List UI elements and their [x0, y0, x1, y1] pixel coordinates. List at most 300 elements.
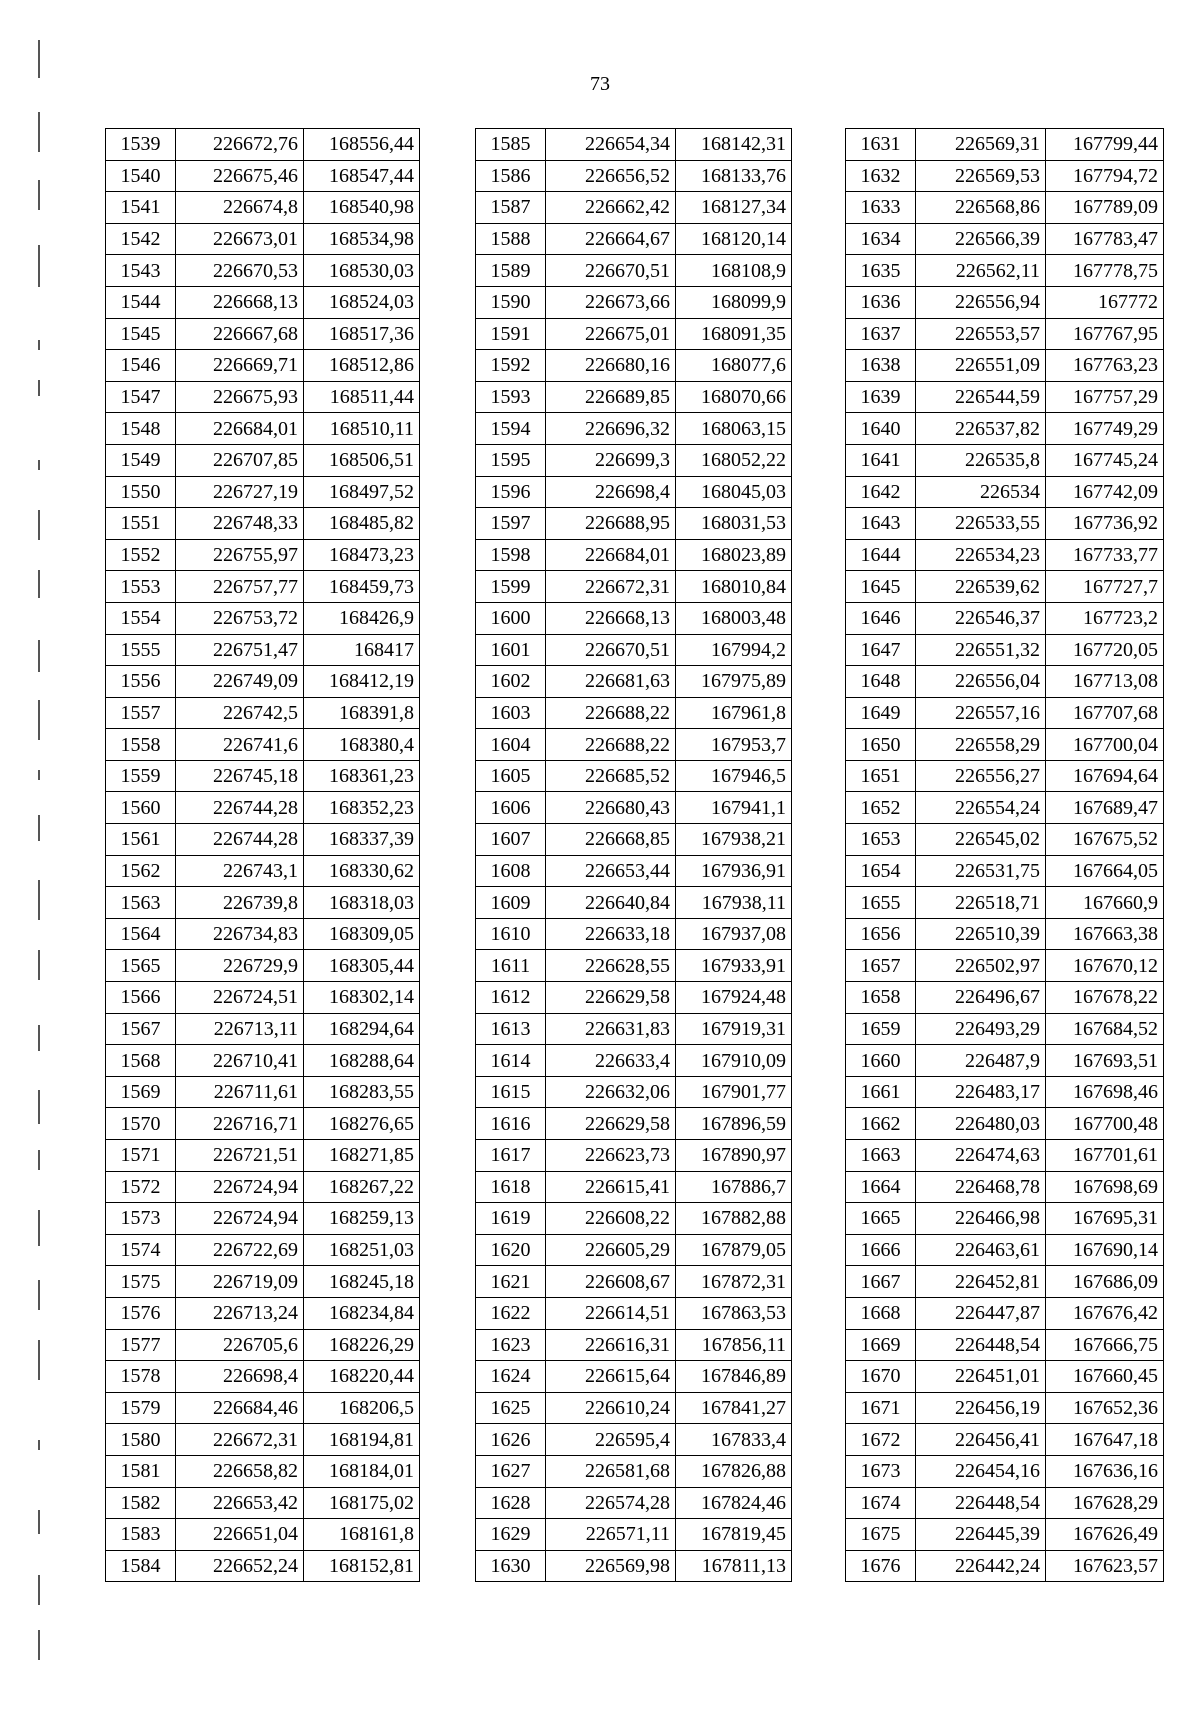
point-number-cell: 1676: [846, 1550, 916, 1582]
x-coordinate-cell: 226675,93: [176, 381, 304, 413]
table-row: [106, 1455, 420, 1487]
table-row: [846, 1045, 1164, 1077]
table-row: [106, 950, 420, 982]
x-coordinate-cell: 226616,31: [546, 1329, 676, 1361]
y-coordinate-cell: 167933,91: [676, 950, 792, 982]
table-row: [846, 1487, 1164, 1519]
y-coordinate-cell: 167736,92: [1046, 508, 1164, 540]
table-row: [476, 697, 792, 729]
x-coordinate-cell: 226751,47: [176, 634, 304, 666]
x-coordinate-cell: 226595,4: [546, 1424, 676, 1456]
y-coordinate-cell: 168003,48: [676, 602, 792, 634]
y-coordinate-cell: 168361,23: [304, 760, 420, 792]
point-number-cell: 1544: [106, 286, 176, 318]
table-row: [846, 729, 1164, 761]
y-coordinate-cell: 167833,4: [676, 1424, 792, 1456]
x-coordinate-cell: 226727,19: [176, 476, 304, 508]
point-number-cell: 1620: [476, 1234, 546, 1266]
point-number-cell: 1573: [106, 1203, 176, 1235]
table-row: [846, 1013, 1164, 1045]
table-row: [846, 350, 1164, 382]
point-number-cell: 1585: [476, 129, 546, 161]
point-number-cell: 1650: [846, 729, 916, 761]
table-row: [106, 476, 420, 508]
table-row: [476, 1519, 792, 1551]
x-coordinate-cell: 226656,52: [546, 160, 676, 192]
point-number-cell: 1580: [106, 1424, 176, 1456]
y-coordinate-cell: 168226,29: [304, 1329, 420, 1361]
point-number-cell: 1590: [476, 286, 546, 318]
y-coordinate-cell: 168283,55: [304, 1076, 420, 1108]
y-coordinate-cell: 167723,2: [1046, 602, 1164, 634]
point-number-cell: 1645: [846, 571, 916, 603]
table-row: [476, 602, 792, 634]
y-coordinate-cell: 168251,03: [304, 1234, 420, 1266]
x-coordinate-cell: 226615,64: [546, 1361, 676, 1393]
point-number-cell: 1630: [476, 1550, 546, 1582]
table-row: [106, 666, 420, 698]
x-coordinate-cell: 226670,51: [546, 255, 676, 287]
table-row: [106, 1108, 420, 1140]
y-coordinate-cell: 168330,62: [304, 855, 420, 887]
page-number: 73: [590, 73, 610, 95]
x-coordinate-cell: 226605,29: [546, 1234, 676, 1266]
table-row: [846, 476, 1164, 508]
y-coordinate-cell: 168318,03: [304, 887, 420, 919]
table-row: [476, 982, 792, 1014]
y-coordinate-cell: 167678,22: [1046, 982, 1164, 1014]
y-coordinate-cell: 168267,22: [304, 1171, 420, 1203]
table-row: [846, 413, 1164, 445]
y-coordinate-cell: 167666,75: [1046, 1329, 1164, 1361]
y-coordinate-cell: 167937,08: [676, 918, 792, 950]
point-number-cell: 1545: [106, 318, 176, 350]
y-coordinate-cell: 168294,64: [304, 1013, 420, 1045]
point-number-cell: 1615: [476, 1076, 546, 1108]
point-number-cell: 1671: [846, 1392, 916, 1424]
x-coordinate-cell: 226631,83: [546, 1013, 676, 1045]
table-row: [846, 1203, 1164, 1235]
x-coordinate-cell: 226688,22: [546, 697, 676, 729]
x-coordinate-cell: 226734,83: [176, 918, 304, 950]
y-coordinate-cell: 167698,46: [1046, 1076, 1164, 1108]
point-number-cell: 1663: [846, 1140, 916, 1172]
x-coordinate-cell: 226707,85: [176, 444, 304, 476]
point-number-cell: 1603: [476, 697, 546, 729]
x-coordinate-cell: 226739,8: [176, 887, 304, 919]
y-coordinate-cell: 167695,31: [1046, 1203, 1164, 1235]
table-row: [106, 508, 420, 540]
point-number-cell: 1672: [846, 1424, 916, 1456]
point-number-cell: 1652: [846, 792, 916, 824]
x-coordinate-cell: 226534,23: [916, 539, 1046, 571]
table-row: [106, 160, 420, 192]
table-row: [106, 413, 420, 445]
point-number-cell: 1609: [476, 887, 546, 919]
x-coordinate-cell: 226556,04: [916, 666, 1046, 698]
x-coordinate-cell: 226743,1: [176, 855, 304, 887]
table-row: [476, 729, 792, 761]
point-number-cell: 1553: [106, 571, 176, 603]
x-coordinate-cell: 226668,13: [176, 286, 304, 318]
x-coordinate-cell: 226468,78: [916, 1171, 1046, 1203]
x-coordinate-cell: 226710,41: [176, 1045, 304, 1077]
table-row: [846, 1171, 1164, 1203]
y-coordinate-cell: 168161,8: [304, 1519, 420, 1551]
point-number-cell: 1605: [476, 760, 546, 792]
x-coordinate-cell: 226554,24: [916, 792, 1046, 824]
point-number-cell: 1625: [476, 1392, 546, 1424]
table-row: [846, 1519, 1164, 1551]
y-coordinate-cell: 168511,44: [304, 381, 420, 413]
x-coordinate-cell: 226749,09: [176, 666, 304, 698]
point-number-cell: 1622: [476, 1297, 546, 1329]
point-number-cell: 1613: [476, 1013, 546, 1045]
y-coordinate-cell: 167890,97: [676, 1140, 792, 1172]
y-coordinate-cell: 168234,84: [304, 1297, 420, 1329]
x-coordinate-cell: 226742,5: [176, 697, 304, 729]
table-row: [476, 1392, 792, 1424]
table-row: [476, 350, 792, 382]
table-row: [846, 1550, 1164, 1582]
y-coordinate-cell: 167946,5: [676, 760, 792, 792]
table-row: [476, 1140, 792, 1172]
point-number-cell: 1632: [846, 160, 916, 192]
y-coordinate-cell: 168517,36: [304, 318, 420, 350]
table-row: [476, 1329, 792, 1361]
x-coordinate-cell: 226537,82: [916, 413, 1046, 445]
x-coordinate-cell: 226653,44: [546, 855, 676, 887]
table-row: [106, 1171, 420, 1203]
point-number-cell: 1611: [476, 950, 546, 982]
y-coordinate-cell: 168194,81: [304, 1424, 420, 1456]
table-row: [846, 1108, 1164, 1140]
table-row: [106, 1203, 420, 1235]
y-coordinate-cell: 168302,14: [304, 982, 420, 1014]
point-number-cell: 1540: [106, 160, 176, 192]
point-number-cell: 1667: [846, 1266, 916, 1298]
y-coordinate-cell: 167700,48: [1046, 1108, 1164, 1140]
point-number-cell: 1582: [106, 1487, 176, 1519]
point-number-cell: 1668: [846, 1297, 916, 1329]
table-row: [476, 381, 792, 413]
point-number-cell: 1600: [476, 602, 546, 634]
y-coordinate-cell: 168459,73: [304, 571, 420, 603]
table-row: [476, 855, 792, 887]
point-number-cell: 1674: [846, 1487, 916, 1519]
x-coordinate-cell: 226510,39: [916, 918, 1046, 950]
y-coordinate-cell: 167628,29: [1046, 1487, 1164, 1519]
point-number-cell: 1555: [106, 634, 176, 666]
x-coordinate-cell: 226629,58: [546, 1108, 676, 1140]
y-coordinate-cell: 167819,45: [676, 1519, 792, 1551]
x-coordinate-cell: 226670,51: [546, 634, 676, 666]
y-coordinate-cell: 167938,11: [676, 887, 792, 919]
y-coordinate-cell: 168547,44: [304, 160, 420, 192]
x-coordinate-cell: 226669,71: [176, 350, 304, 382]
y-coordinate-cell: 167733,77: [1046, 539, 1164, 571]
x-coordinate-cell: 226741,6: [176, 729, 304, 761]
point-number-cell: 1641: [846, 444, 916, 476]
table-row: [106, 887, 420, 919]
table-row: [106, 1361, 420, 1393]
point-number-cell: 1662: [846, 1108, 916, 1140]
table-row: [846, 160, 1164, 192]
point-number-cell: 1655: [846, 887, 916, 919]
x-coordinate-cell: 226518,71: [916, 887, 1046, 919]
table-row: [476, 444, 792, 476]
x-coordinate-cell: 226672,31: [546, 571, 676, 603]
point-number-cell: 1602: [476, 666, 546, 698]
point-number-cell: 1636: [846, 286, 916, 318]
point-number-cell: 1639: [846, 381, 916, 413]
x-coordinate-cell: 226699,3: [546, 444, 676, 476]
y-coordinate-cell: 168534,98: [304, 223, 420, 255]
point-number-cell: 1619: [476, 1203, 546, 1235]
y-coordinate-cell: 168070,66: [676, 381, 792, 413]
y-coordinate-cell: 167778,75: [1046, 255, 1164, 287]
x-coordinate-cell: 226558,29: [916, 729, 1046, 761]
point-number-cell: 1649: [846, 697, 916, 729]
point-number-cell: 1634: [846, 223, 916, 255]
point-number-cell: 1629: [476, 1519, 546, 1551]
table-row: [106, 1550, 420, 1582]
x-coordinate-cell: 226487,9: [916, 1045, 1046, 1077]
x-coordinate-cell: 226684,01: [176, 413, 304, 445]
point-number-cell: 1664: [846, 1171, 916, 1203]
point-number-cell: 1618: [476, 1171, 546, 1203]
y-coordinate-cell: 167701,61: [1046, 1140, 1164, 1172]
y-coordinate-cell: 167886,7: [676, 1171, 792, 1203]
y-coordinate-cell: 168184,01: [304, 1455, 420, 1487]
x-coordinate-cell: 226581,68: [546, 1455, 676, 1487]
table-row: [846, 1329, 1164, 1361]
x-coordinate-cell: 226688,22: [546, 729, 676, 761]
point-number-cell: 1599: [476, 571, 546, 603]
y-coordinate-cell: 167789,09: [1046, 192, 1164, 224]
y-coordinate-cell: 167841,27: [676, 1392, 792, 1424]
point-number-cell: 1543: [106, 255, 176, 287]
y-coordinate-cell: 168305,44: [304, 950, 420, 982]
y-coordinate-cell: 168540,98: [304, 192, 420, 224]
table-row: [846, 318, 1164, 350]
table-row: [476, 1266, 792, 1298]
x-coordinate-cell: 226680,16: [546, 350, 676, 382]
x-coordinate-cell: 226753,72: [176, 602, 304, 634]
y-coordinate-cell: 168142,31: [676, 129, 792, 161]
point-number-cell: 1673: [846, 1455, 916, 1487]
y-coordinate-cell: 167707,68: [1046, 697, 1164, 729]
point-number-cell: 1591: [476, 318, 546, 350]
point-number-cell: 1563: [106, 887, 176, 919]
point-number-cell: 1606: [476, 792, 546, 824]
table-row: [106, 381, 420, 413]
point-number-cell: 1572: [106, 1171, 176, 1203]
table-row: [846, 223, 1164, 255]
point-number-cell: 1575: [106, 1266, 176, 1298]
table-row: [106, 1013, 420, 1045]
point-number-cell: 1542: [106, 223, 176, 255]
point-number-cell: 1647: [846, 634, 916, 666]
table-row: [846, 697, 1164, 729]
table-row: [476, 1424, 792, 1456]
y-coordinate-cell: 167647,18: [1046, 1424, 1164, 1456]
point-number-cell: 1666: [846, 1234, 916, 1266]
table-row: [846, 129, 1164, 161]
x-coordinate-cell: 226680,43: [546, 792, 676, 824]
y-coordinate-cell: 167863,53: [676, 1297, 792, 1329]
x-coordinate-cell: 226651,04: [176, 1519, 304, 1551]
point-number-cell: 1660: [846, 1045, 916, 1077]
x-coordinate-cell: 226668,13: [546, 602, 676, 634]
x-coordinate-cell: 226545,02: [916, 824, 1046, 856]
x-coordinate-cell: 226716,71: [176, 1108, 304, 1140]
table-row: [476, 129, 792, 161]
table-row: [846, 444, 1164, 476]
point-number-cell: 1541: [106, 192, 176, 224]
table-row: [846, 1297, 1164, 1329]
table-row: [846, 1076, 1164, 1108]
table-row: [106, 444, 420, 476]
y-coordinate-cell: 167846,89: [676, 1361, 792, 1393]
table-row: [476, 666, 792, 698]
x-coordinate-cell: 226719,09: [176, 1266, 304, 1298]
point-number-cell: 1646: [846, 602, 916, 634]
point-number-cell: 1608: [476, 855, 546, 887]
y-coordinate-cell: 168276,65: [304, 1108, 420, 1140]
x-coordinate-cell: 226466,98: [916, 1203, 1046, 1235]
x-coordinate-cell: 226553,57: [916, 318, 1046, 350]
point-number-cell: 1633: [846, 192, 916, 224]
x-coordinate-cell: 226713,24: [176, 1297, 304, 1329]
point-number-cell: 1595: [476, 444, 546, 476]
table-row: [106, 855, 420, 887]
y-coordinate-cell: 167663,38: [1046, 918, 1164, 950]
y-coordinate-cell: 167689,47: [1046, 792, 1164, 824]
x-coordinate-cell: 226569,53: [916, 160, 1046, 192]
point-number-cell: 1621: [476, 1266, 546, 1298]
y-coordinate-cell: 168077,6: [676, 350, 792, 382]
table-row: [476, 508, 792, 540]
point-number-cell: 1631: [846, 129, 916, 161]
point-number-cell: 1640: [846, 413, 916, 445]
scan-margin-marks: [38, 40, 41, 1660]
point-number-cell: 1560: [106, 792, 176, 824]
x-coordinate-cell: 226684,46: [176, 1392, 304, 1424]
point-number-cell: 1566: [106, 982, 176, 1014]
x-coordinate-cell: 226442,24: [916, 1550, 1046, 1582]
y-coordinate-cell: 168099,9: [676, 286, 792, 318]
point-number-cell: 1565: [106, 950, 176, 982]
point-number-cell: 1648: [846, 666, 916, 698]
y-coordinate-cell: 167772: [1046, 286, 1164, 318]
x-coordinate-cell: 226557,16: [916, 697, 1046, 729]
y-coordinate-cell: 168417: [304, 634, 420, 666]
point-number-cell: 1604: [476, 729, 546, 761]
x-coordinate-cell: 226672,31: [176, 1424, 304, 1456]
x-coordinate-cell: 226628,55: [546, 950, 676, 982]
table-row: [106, 792, 420, 824]
y-coordinate-cell: 168506,51: [304, 444, 420, 476]
point-number-cell: 1552: [106, 539, 176, 571]
table-row: [476, 1234, 792, 1266]
table-row: [846, 1140, 1164, 1172]
table-row: [106, 729, 420, 761]
y-coordinate-cell: 168133,76: [676, 160, 792, 192]
x-coordinate-cell: 226744,28: [176, 824, 304, 856]
table-row: [846, 887, 1164, 919]
point-number-cell: 1548: [106, 413, 176, 445]
x-coordinate-cell: 226451,01: [916, 1361, 1046, 1393]
table-row: [106, 571, 420, 603]
table-row: [106, 1076, 420, 1108]
x-coordinate-cell: 226447,87: [916, 1297, 1046, 1329]
x-coordinate-cell: 226546,37: [916, 602, 1046, 634]
point-number-cell: 1562: [106, 855, 176, 887]
point-number-cell: 1665: [846, 1203, 916, 1235]
point-number-cell: 1635: [846, 255, 916, 287]
table-row: [846, 666, 1164, 698]
x-coordinate-cell: 226685,52: [546, 760, 676, 792]
table-row: [106, 824, 420, 856]
table-row: [476, 160, 792, 192]
x-coordinate-cell: 226534: [916, 476, 1046, 508]
x-coordinate-cell: 226568,86: [916, 192, 1046, 224]
y-coordinate-cell: 167882,88: [676, 1203, 792, 1235]
x-coordinate-cell: 226610,24: [546, 1392, 676, 1424]
table-row: [476, 634, 792, 666]
x-coordinate-cell: 226705,6: [176, 1329, 304, 1361]
table-row: [106, 318, 420, 350]
point-number-cell: 1584: [106, 1550, 176, 1582]
table-row: [846, 760, 1164, 792]
table-row: [846, 855, 1164, 887]
x-coordinate-cell: 226689,85: [546, 381, 676, 413]
point-number-cell: 1638: [846, 350, 916, 382]
x-coordinate-cell: 226696,32: [546, 413, 676, 445]
x-coordinate-cell: 226633,18: [546, 918, 676, 950]
y-coordinate-cell: 167901,77: [676, 1076, 792, 1108]
y-coordinate-cell: 168108,9: [676, 255, 792, 287]
x-coordinate-cell: 226608,22: [546, 1203, 676, 1235]
y-coordinate-cell: 167652,36: [1046, 1392, 1164, 1424]
point-number-cell: 1588: [476, 223, 546, 255]
y-coordinate-cell: 168473,23: [304, 539, 420, 571]
table-row: [476, 571, 792, 603]
table-row: [106, 1519, 420, 1551]
y-coordinate-cell: 167713,08: [1046, 666, 1164, 698]
y-coordinate-cell: 168063,15: [676, 413, 792, 445]
x-coordinate-cell: 226681,63: [546, 666, 676, 698]
table-row: [476, 286, 792, 318]
y-coordinate-cell: 168337,39: [304, 824, 420, 856]
y-coordinate-cell: 167941,1: [676, 792, 792, 824]
y-coordinate-cell: 168010,84: [676, 571, 792, 603]
y-coordinate-cell: 168271,85: [304, 1140, 420, 1172]
x-coordinate-cell: 226668,85: [546, 824, 676, 856]
point-number-cell: 1564: [106, 918, 176, 950]
x-coordinate-cell: 226674,8: [176, 192, 304, 224]
table-row: [846, 824, 1164, 856]
point-number-cell: 1592: [476, 350, 546, 382]
x-coordinate-cell: 226632,06: [546, 1076, 676, 1108]
x-coordinate-cell: 226535,8: [916, 444, 1046, 476]
y-coordinate-cell: 167694,64: [1046, 760, 1164, 792]
table-row: [476, 223, 792, 255]
x-coordinate-cell: 226670,53: [176, 255, 304, 287]
y-coordinate-cell: 167799,44: [1046, 129, 1164, 161]
point-number-cell: 1577: [106, 1329, 176, 1361]
